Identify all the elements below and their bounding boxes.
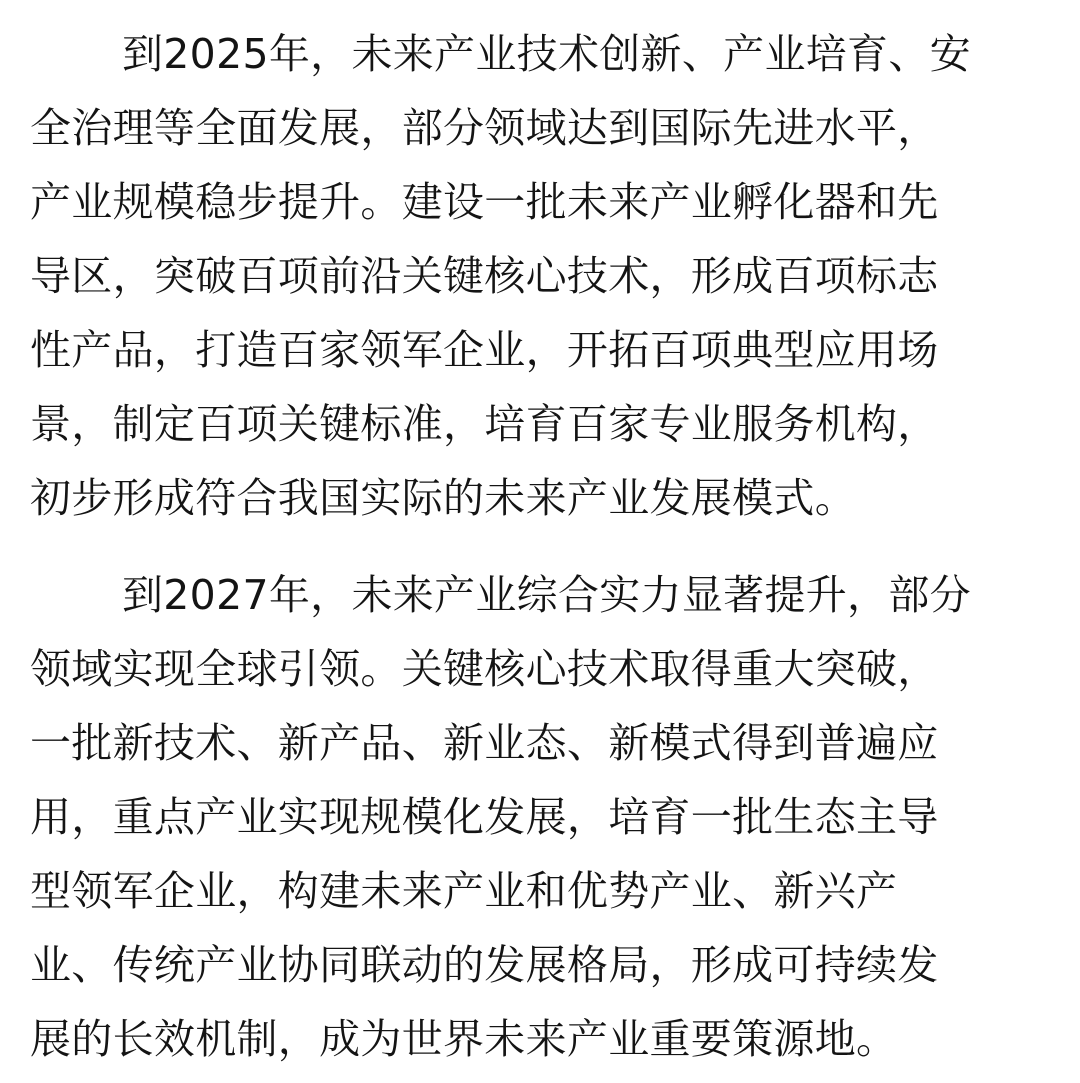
paragraph-line: 业、传统产业协同联动的发展格局，形成可持续发 — [30, 941, 939, 989]
paragraph-line: 到2025年，未来产业技术创新、产业培育、安 — [122, 30, 971, 78]
paragraph-line: 导区，突破百项前沿关键核心技术，形成百项标志 — [30, 252, 939, 300]
paragraph-line: 性产品，打造百家领军企业，开拓百项典型应用场 — [30, 326, 939, 374]
paragraph-line: 景，制定百项关键标准，培育百家专业服务机构， — [30, 400, 939, 448]
paragraph-line: 领域实现全球引领。关键核心技术取得重大突破， — [30, 645, 939, 693]
paragraph-line: 产业规模稳步提升。建设一批未来产业孵化器和先 — [30, 178, 939, 226]
paragraph-line: 用，重点产业实现规模化发展，培育一批生态主导 — [30, 793, 939, 841]
paragraph-line: 到2027年，未来产业综合实力显著提升，部分 — [122, 571, 971, 619]
paragraph-line: 全治理等全面发展，部分领域达到国际先进水平， — [30, 104, 939, 152]
paragraph-line: 型领军企业，构建未来产业和优势产业、新兴产 — [30, 867, 898, 915]
paragraph-line: 初步形成符合我国实际的未来产业发展模式。 — [30, 474, 856, 522]
paragraph-line: 一批新技术、新产品、新业态、新模式得到普遍应 — [30, 719, 939, 767]
paragraph-line: 展的长效机制，成为世界未来产业重要策源地。 — [30, 1015, 898, 1063]
